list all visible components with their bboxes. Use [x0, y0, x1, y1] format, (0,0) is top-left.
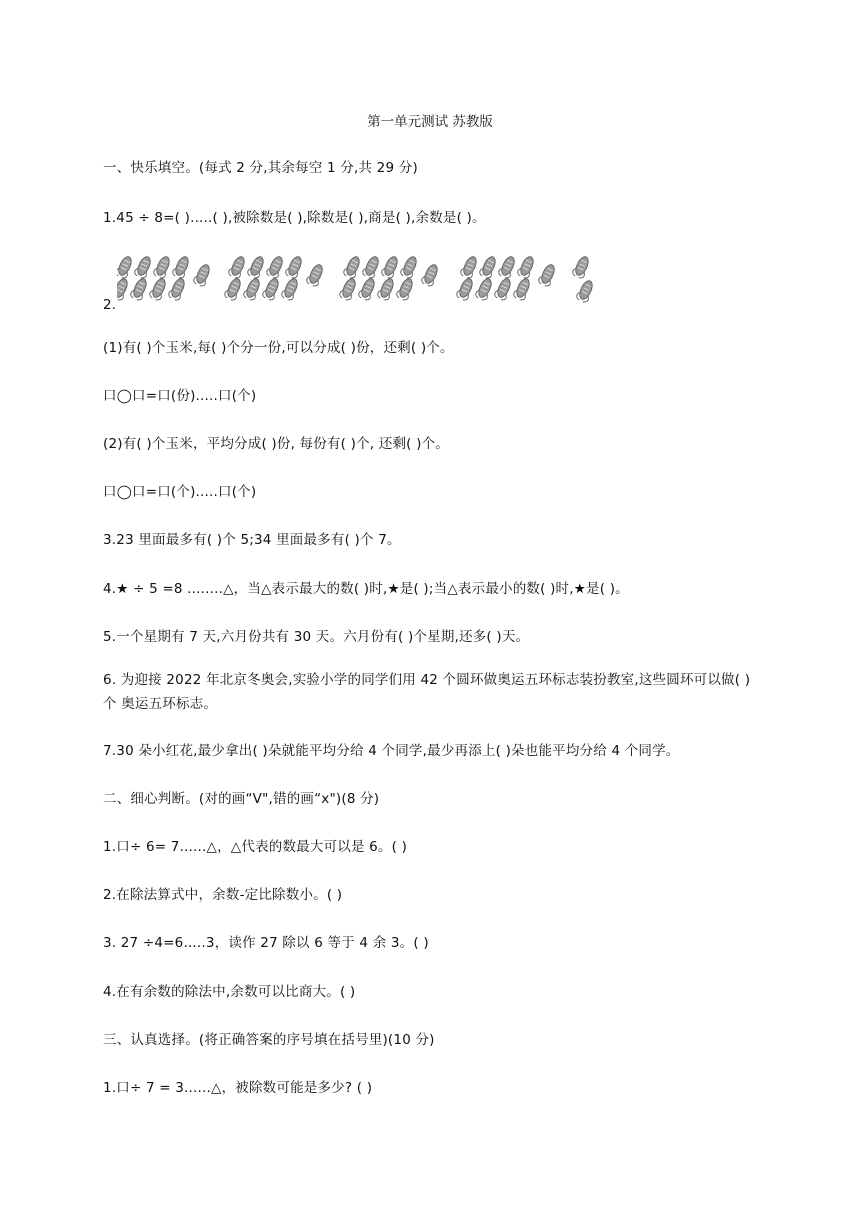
- section1-heading: 一、快乐填空。(每式 2 分,其余每空 1 分,共 29 分): [103, 160, 418, 176]
- corn-icon: [117, 276, 131, 301]
- corn-icon: [117, 254, 135, 279]
- question-1-2-1: (1)有( )个玉米,每( )个分一份,可以分成( )份，还剩( )个。: [103, 340, 454, 356]
- corn-icon-group: [117, 252, 617, 308]
- corn-icon: [376, 276, 396, 301]
- question-1-2-2-formula: 口◯口=口(个).....口(个): [103, 484, 257, 500]
- corn-icon: [493, 276, 513, 301]
- corn-icon: [129, 276, 149, 301]
- corn-icon: [474, 276, 494, 301]
- corn-icon: [133, 254, 153, 279]
- corn-icon: [395, 276, 415, 301]
- corn-icon: [342, 254, 362, 279]
- corn-icon: [357, 276, 377, 301]
- corn-icon: [571, 254, 591, 279]
- corn-icon: [361, 254, 381, 279]
- corn-icon: [167, 276, 187, 301]
- question-1-2-1-formula: 口◯口=口(份).....口(个): [103, 388, 257, 404]
- corn-icon: [284, 254, 304, 279]
- section3-heading: 三、认真选择。(将正确答案的序号填在括号里)(10 分): [103, 1032, 435, 1048]
- corn-icon: [242, 276, 262, 301]
- question-3-1: 1.口÷ 7 = 3......△，被除数可能是多少? ( ): [103, 1080, 373, 1096]
- corn-icon: [246, 254, 266, 279]
- corn-icon: [380, 254, 400, 279]
- corn-icon: [305, 262, 325, 287]
- question-1-2-2: (2)有( )个玉米，平均分成( )份, 每份有( )个, 还剩( )个。: [103, 436, 449, 452]
- corn-icon: [171, 254, 191, 279]
- corn-icon: [420, 262, 440, 287]
- question-1-6: 6. 为迎接 2022 年北京冬奥会,实验小学的同学们用 42 个圆环做奥运五环标志装扮教室,这些圆环可以做( )个 奥运五环标志。: [103, 672, 751, 712]
- question-1-5: 5.一个星期有 7 天,六月份共有 30 天。六月份有( )个星期,还多( )天。: [103, 629, 530, 645]
- corn-icon: [478, 254, 498, 279]
- question-1-3: 3.23 里面最多有( )个 5;34 里面最多有( )个 7。: [103, 532, 401, 548]
- corn-icon: [516, 254, 536, 279]
- page-title: 第一单元测试 苏教版: [367, 114, 493, 130]
- corn-icon: [497, 254, 517, 279]
- corn-icon: [192, 262, 212, 287]
- corn-icon: [223, 276, 243, 301]
- corn-icon: [265, 254, 285, 279]
- question-2-2: 2.在除法算式中，余数-定比除数小。( ): [103, 887, 343, 903]
- corn-icon: [399, 254, 419, 279]
- section2-heading: 二、细心判断。(对的画“V",错的画“x")(8 分): [103, 791, 380, 807]
- corn-picture: [117, 252, 617, 308]
- question-2-3: 3. 27 ÷4=6.....3，读作 27 除以 6 等于 4 余 3。( ): [103, 935, 429, 951]
- corn-icon: [575, 278, 595, 303]
- question-2-1: 1.口÷ 6= 7......△，△代表的数最大可以是 6。( ): [103, 839, 408, 855]
- question-2-4: 4.在有余数的除法中,余数可以比商大。( ): [103, 984, 356, 1000]
- corn-icon: [459, 254, 479, 279]
- question-1-1: 1.45 ÷ 8=( ).....( ),被除数是( ),除数是( ),商是( ),余数是( )。: [103, 210, 486, 226]
- question-1-4: 4.★ ÷ 5 =8 ........△，当△表示最大的数( )时,★是( );当△表示最小的数( )时,★是( )。: [103, 581, 629, 597]
- corn-icon: [261, 276, 281, 301]
- corn-icon: [338, 276, 358, 301]
- question-1-2-label: 2.: [103, 297, 116, 313]
- corn-icon: [280, 276, 300, 301]
- question-1-7: 7.30 朵小红花,最少拿出( )朵就能平均分给 4 个同学,最少再添上( )朵也能平均分给 4 个同学。: [103, 743, 680, 759]
- corn-icon: [455, 276, 475, 301]
- corn-icon: [152, 254, 172, 279]
- corn-icon: [537, 262, 557, 287]
- corn-icon: [148, 276, 168, 301]
- corn-icon: [512, 276, 532, 301]
- corn-icon: [227, 254, 247, 279]
